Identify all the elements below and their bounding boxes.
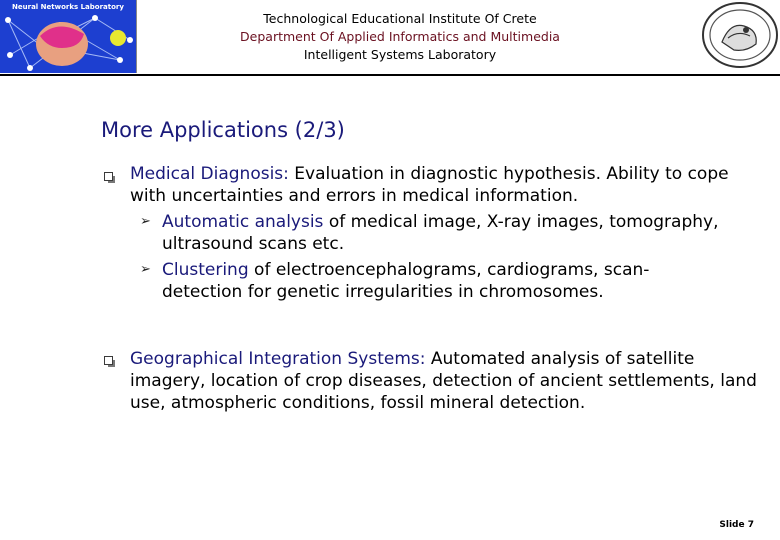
institute-seal [700,0,780,70]
header [160,10,640,64]
bullet-lead: Geographical Integration Systems: [130,349,426,369]
sub-bullet-lead: Clustering [162,260,249,280]
square-bullet-icon [104,356,113,365]
arrow-bullet-icon: ➢ [140,262,151,277]
bullet-medical-diagnosis [130,163,750,207]
lab-logo [0,0,137,73]
department-name: Department Of Applied Informatics and Multimedia [240,29,560,44]
header-divider [0,74,780,76]
square-bullet-icon [104,172,113,181]
slide-number: Slide 7 [719,520,754,530]
sub-bullet-lead: Automatic analysis [162,212,324,232]
arrow-bullet-icon: ➢ [140,214,151,229]
bullet-lead: Medical Diagnosis: [130,164,289,184]
sub-bullet-text: of electroencephalograms, cardiograms, scan-detection for genetic irregularities in chromosomes. [162,260,650,302]
bullet-text: Evaluation in diagnostic hypothesis. Ability to cope with uncertainties and errors in medical information. [130,164,729,206]
sub-bullet-automatic-analysis [162,211,722,255]
slide-title: More Applications (2/3) [101,118,345,142]
bullet-text: Automated analysis of satellite imagery, location of crop diseases, detection of ancient settlements, land use, atmospheric conditions, fossil mineral detection. [130,349,757,413]
bullet-geographical-integration [130,348,770,414]
laboratory-name: Intelligent Systems Laboratory [303,47,497,62]
neural-network-graphic [0,0,136,73]
lab-logo-text: Neural Networks Laboratory [12,3,124,11]
sub-bullet-clustering [162,259,722,303]
institute-name: Technological Educational Institute Of Crete [263,11,537,26]
sub-bullet-text: of medical image, X-ray images, tomography, ultrasound scans etc. [162,212,719,254]
